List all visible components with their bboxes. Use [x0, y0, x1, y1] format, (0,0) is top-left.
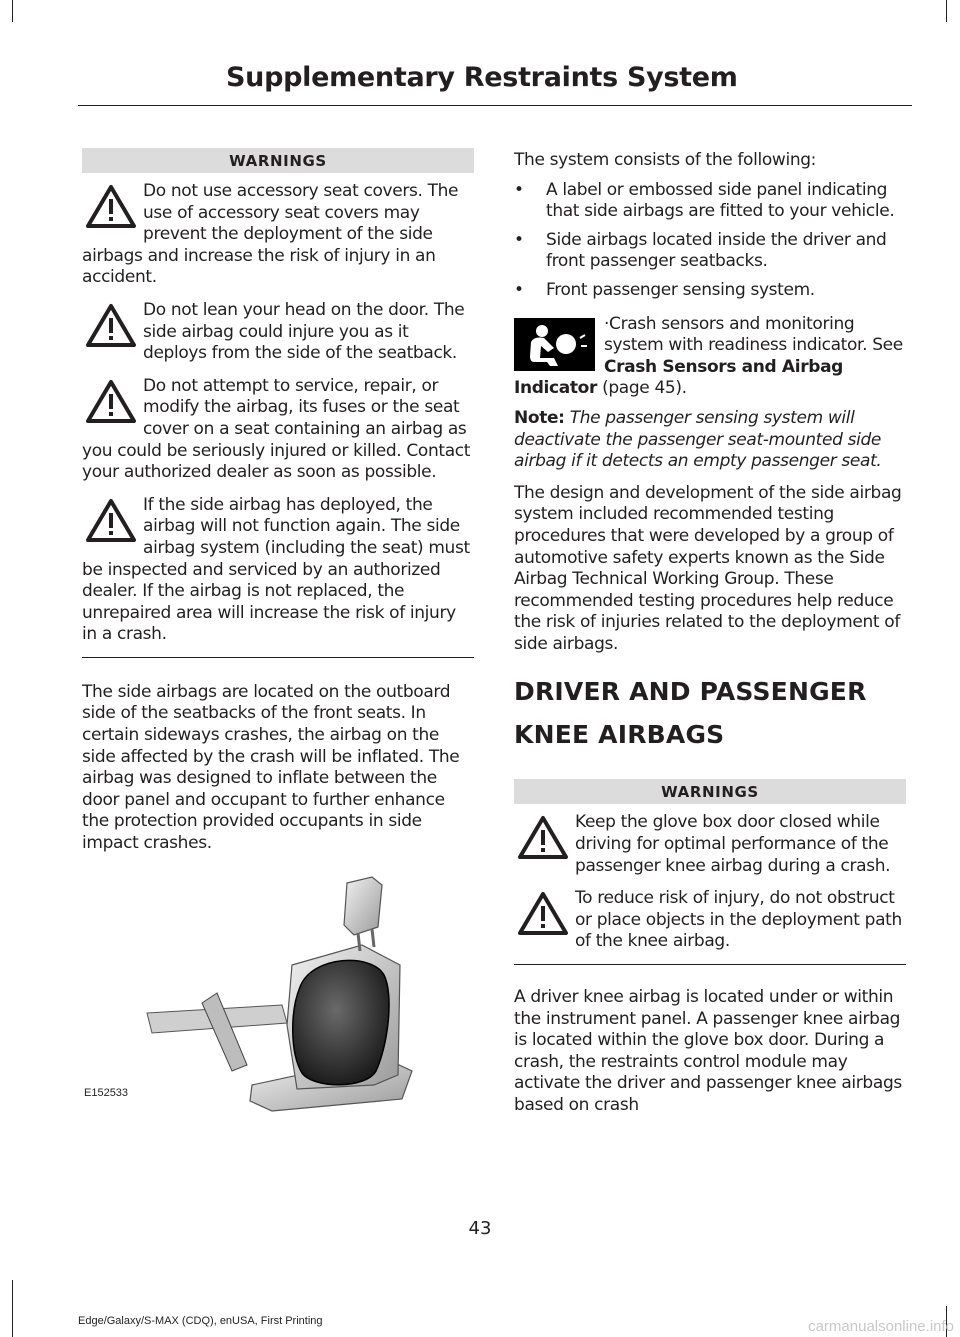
- note: [514, 408, 906, 473]
- crash-sensor-item: [514, 314, 906, 400]
- warning-text: Do not use accessory seat covers. The use of accessory seat covers may prevent the deployment of the side airbags and increase the risk of injury in an accident.: [82, 181, 459, 288]
- crop-mark: [12, 1280, 13, 1337]
- right-column: [514, 148, 906, 1117]
- list-item: [514, 180, 906, 223]
- seat-side-airbag-illustration: [82, 875, 474, 1125]
- list-item-text: A label or embossed side panel indicating that side airbags are fitted to your vehicle.: [546, 179, 895, 222]
- watermark: carmanualsonline.info: [808, 1318, 954, 1335]
- footer-text: Edge/Galaxy/S-MAX (CDQ), enUSA, First Printing: [78, 1315, 323, 1327]
- warning-item: [514, 888, 906, 953]
- list-item: [514, 280, 906, 302]
- warning-text: Do not lean your head on the door. The side airbag could injure you as it deploys from the side of the seatback.: [143, 299, 465, 364]
- warning-triangle-icon: [82, 298, 140, 356]
- warning-item: [82, 300, 474, 365]
- bullet: •: [514, 279, 524, 300]
- warning-text: Do not attempt to service, repair, or modify the airbag, its fuses or the seat cover on a seat containing an airbag as you could be seriously injured or killed. Contact your authorized dealer as soon as possible.: [82, 375, 471, 483]
- bullet: •: [514, 179, 524, 200]
- section-rule: [82, 657, 474, 658]
- side-airbag-description: The side airbags are located on the outboard side of the seatbacks of the front seats. In certain sideways crashes, the airbag on the side affected by the crash will be inflated. The airbag was designed to inflate between the door panel and occupant to further enhance the protection provided occupants in side impact crashes.: [82, 681, 460, 854]
- crop-mark: [12, 0, 13, 22]
- warning-triangle-icon: [514, 810, 572, 868]
- crash-sensor-text: ·Crash sensors and monitoring system with readiness indicator. See: [604, 313, 903, 356]
- page-number: 43: [468, 1218, 492, 1239]
- crop-mark: [946, 0, 947, 22]
- page-ref: (page 45).: [597, 378, 687, 399]
- warning-triangle-icon: [82, 179, 140, 237]
- warning-text: To reduce risk of injury, do not obstruct or place objects in the deployment path of the knee airbag.: [575, 888, 902, 952]
- section-heading-line: DRIVER AND PASSENGER: [514, 677, 867, 707]
- warning-triangle-icon: [82, 493, 140, 551]
- figure-code: E152533: [84, 1086, 129, 1099]
- seat-airbag-figure: [82, 875, 474, 1125]
- section-heading: [514, 675, 906, 751]
- warnings-heading: WARNINGS: [82, 148, 474, 173]
- list-item-text: Front passenger sensing system.: [546, 279, 815, 300]
- warning-text: If the side airbag has deployed, the airbag will not function again. The side airbag system (including the seat) must be inspected and serviced by an authorized dealer. If the airbag is not replaced, the unrepaired area will increase the risk of injury in a crash.: [82, 494, 470, 645]
- section-heading-line: KNEE AIRBAGS: [514, 720, 725, 750]
- page-title: Supplementary Restraints System: [226, 62, 738, 93]
- warnings-heading: WARNINGS: [514, 779, 906, 804]
- section-rule: [514, 964, 906, 965]
- warning-item: [514, 812, 906, 877]
- airbag-indicator-icon: [514, 318, 595, 371]
- crash-sensors-link[interactable]: Crash Sensors and Airbag Indicator: [514, 356, 844, 399]
- warning-triangle-icon: [514, 886, 572, 944]
- warning-item: [82, 376, 474, 484]
- knee-airbag-description: A driver knee airbag is located under or within the instrument panel. A passenger knee airbag is located within the glove box door. During a crash, the restraints control module may activate the driver and passenger knee airbags based on crash: [514, 987, 902, 1115]
- note-text: The passenger sensing system will deactivate the passenger seat-mounted side airbag if it detects an empty passenger seat.: [514, 407, 882, 472]
- design-paragraph: The design and development of the side airbag system included recommended testing procedures that were developed by a group of automotive safety experts known as the Side Airbag Technical Working Group. These recommended testing procedures help reduce the risk of injuries related to the deployment of side airbags.: [514, 482, 902, 654]
- bullet: •: [514, 229, 524, 250]
- left-column: [82, 148, 474, 1125]
- note-label: Note:: [514, 407, 565, 428]
- warning-item: [82, 495, 474, 646]
- warning-item: [82, 181, 474, 289]
- title-rule: [78, 105, 912, 106]
- list-item: [514, 230, 906, 273]
- system-intro: The system consists of the following:: [514, 150, 817, 170]
- warning-triangle-icon: [82, 374, 140, 432]
- warning-text: Keep the glove box door closed while driving for optimal performance of the passenger knee airbag during a crash.: [575, 812, 891, 876]
- list-item-text: Side airbags located inside the driver and front passenger seatbacks.: [546, 229, 887, 272]
- component-list: [514, 180, 906, 302]
